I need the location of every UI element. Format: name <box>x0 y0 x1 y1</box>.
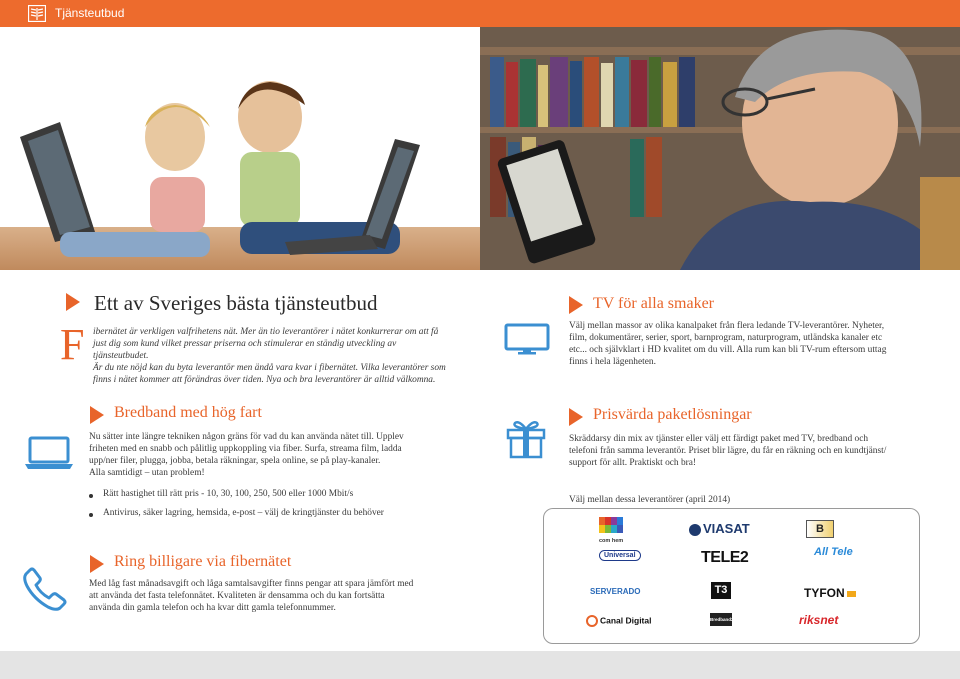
provider-tele2: TELE2 <box>701 549 749 566</box>
intro-title: Ett av Sveriges bästa tjänsteutbud <box>94 291 378 315</box>
phone-line: Med låg fast månadsavgift och låga samtalsavgifter finns pengar att spara jämfört med <box>89 579 414 589</box>
gift-icon <box>505 418 547 460</box>
intro-dropcap: F <box>60 320 85 369</box>
packages-line: Skräddarsy din mix av tjänster eller välj ett färdigt paket med TV, bredband och <box>569 434 869 444</box>
provider-canaldigital: Canal Digital <box>586 615 651 627</box>
providers-box <box>543 508 920 644</box>
phone-title: Ring billigare via fibernätet <box>114 553 292 570</box>
broadband-arrow-icon <box>90 406 104 424</box>
intro-line: Är du nte nöjd kan du byta leverantör men ändå vara kvar i fibernätet. Vilka leverantörer som <box>93 363 446 373</box>
provider-t3: T3 <box>711 582 731 599</box>
intro-line: finns i nätet kommer att förändras över tiden. Nya och bra leverantörer är alltid välkomna. <box>93 375 436 385</box>
tv-title: TV för alla smaker <box>593 295 714 312</box>
tv-line: Välj mellan massor av olika kanalpaket från flera ledande TV-leverantörer. Nyheter, <box>569 321 885 331</box>
intro-arrow-icon <box>66 293 80 311</box>
provider-bredband2: Bredband2 <box>710 613 732 626</box>
intro-line: just dig som kund vilket pressar priserna och stimulerar en ständig utveckling av tjänsteutbudet. <box>93 339 397 361</box>
provider-alltele: All Tele <box>814 546 853 558</box>
packages-text <box>569 433 909 469</box>
provider-universal: Universal <box>599 550 641 561</box>
header-bar <box>0 0 960 27</box>
tv-line: film, dokumentärer, serier, sport, barnprogram, naturprogram, utländska kanaler etc <box>569 333 883 343</box>
tv-line: etc... och självklart i HD kvalitet om du vill. Alla rum kan bli TV-rum eftersom uttag <box>569 345 887 355</box>
packages-line: support för allt. Praktiskt och bra! <box>569 458 697 468</box>
tv-icon <box>504 323 550 355</box>
phone-line: använda din gamla telefon och ha kvar ditt gamla telefonnummer. <box>89 603 336 613</box>
provider-viasat: VIASAT <box>689 521 750 536</box>
packages-line: telefoni från samma leverantör. Priset blir lägre, du får en räkning och en kundtjänst/ <box>569 446 887 456</box>
broadband-line: Nu sätter inte längre tekniken någon gräns för vad du kan använda nätet till. Upplev <box>89 432 404 442</box>
book-icon <box>28 5 46 22</box>
packages-title: Prisvärda paketlösningar <box>593 406 752 423</box>
broadband-line: Alla samtidigt – utan problem! <box>89 468 205 478</box>
laptop-icon <box>24 436 74 470</box>
footer-bar <box>0 651 960 679</box>
phone-line: att använda det fasta telefonnätet. Kvaliteten är densamma och du kan fortsätta <box>89 591 385 601</box>
woman-ereader-photo <box>480 27 960 270</box>
phone-icon <box>22 566 68 612</box>
broadband-line: friheten med en snabb och pålitlig uppkoppling via fiber. Surfa, streama film, ladda <box>89 444 402 454</box>
header-title: Tjänsteutbud <box>55 6 125 20</box>
provider-serverado: SERVERADO <box>590 587 641 596</box>
broadband-title: Bredband med hög fart <box>114 404 262 421</box>
provider-riksnet: riksnet <box>799 613 839 627</box>
intro-line: ibernätet är verkligen valfrihetens nät. Mer än tio leverantörer i nätet konkurrerar om att få <box>93 327 439 337</box>
tv-line: finns i hela lägenheten. <box>569 357 656 367</box>
bullet-item: Antivirus, säker lagring, hemsida, e-post – välj de kringtjänster du behöver <box>89 508 449 518</box>
comhem-logo-icon <box>599 517 623 533</box>
tv-text <box>569 320 909 368</box>
provider-b: B <box>806 520 834 538</box>
intro-text <box>93 326 453 386</box>
provider-comhem: com hem <box>599 517 627 544</box>
kids-laptops-photo <box>0 27 480 270</box>
broadband-line: upp/ner filer, plugga, jobba, betala räkningar, spela online, se på play-kanaler. <box>89 456 381 466</box>
broadband-bullets <box>89 489 449 527</box>
provider-tyfon: TYFON <box>804 586 856 600</box>
packages-arrow-icon <box>569 408 583 426</box>
broadband-text <box>89 431 429 479</box>
providers-caption: Välj mellan dessa leverantörer (april 2014) <box>569 495 731 505</box>
bullet-item: Rätt hastighet till rätt pris - 10, 30, 100, 250, 500 eller 1000 Mbit/s <box>89 489 449 499</box>
phone-arrow-icon <box>90 555 104 573</box>
phone-text <box>89 578 429 614</box>
tv-arrow-icon <box>569 296 583 314</box>
